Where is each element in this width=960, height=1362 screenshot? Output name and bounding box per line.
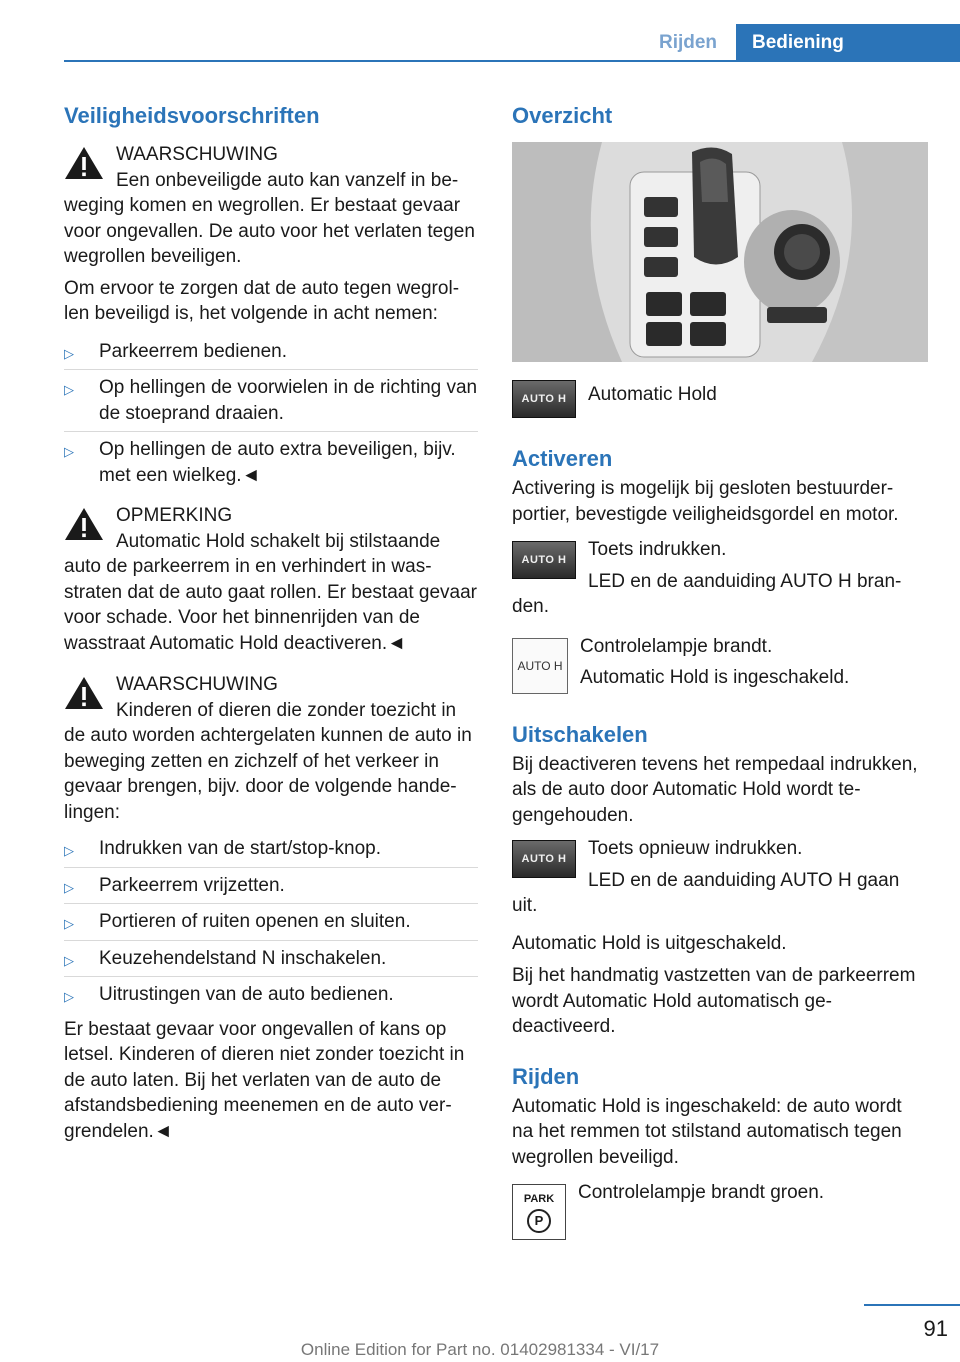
step-text: LED en de aanduiding AUTO H branden. bbox=[512, 570, 902, 617]
activeren-step bbox=[512, 537, 928, 620]
right-column bbox=[512, 100, 928, 1248]
warning-title: WAARSCHUWING bbox=[116, 144, 278, 165]
lamp-text: Automatic Hold is ingeschakeld. bbox=[580, 667, 850, 688]
tab-rijden[interactable]: Rijden bbox=[658, 32, 718, 53]
lamp-text: Controlelampje brandt. bbox=[580, 635, 773, 657]
bullet-triangle-icon: ▷ bbox=[64, 989, 74, 1004]
warning-icon bbox=[64, 146, 104, 180]
bullet-list-2 bbox=[64, 831, 478, 1013]
list-item: ▷ Op hellingen de voorwielen in de richting van de stoeprand draaien. bbox=[64, 370, 478, 432]
auto-h-button[interactable]: AUTO H bbox=[512, 541, 576, 579]
rijden-intro: Automatic Hold is ingeschakeld: de auto wordt na het remmen tot stilstand automatisch tegen wegrollen beveiligd. bbox=[512, 1095, 902, 1168]
warning-text: Een onbeveiligde auto kan vanzelf in beweging komen en wegrollen. Er bestaat gevaar voor ongevallen. De auto voor het verlaten tegen wegrollen beveiligen. bbox=[64, 169, 475, 267]
list-item: ▷ Portieren of ruiten openen en sluiten. bbox=[64, 904, 478, 941]
list-item: ▷ Keuzehendelstand N inschakelen. bbox=[64, 941, 478, 978]
uitschakelen-text: Bij het handmatig vastzetten van de parkeerrem wordt Automatic Hold automatisch gedeactiveerd. bbox=[512, 965, 916, 1037]
page-number: 91 bbox=[923, 1316, 948, 1341]
list-item: ▷ Op hellingen de auto extra beveiligen, bijv. met een wielkeg.◄ bbox=[64, 439, 456, 486]
left-column bbox=[64, 100, 478, 1151]
warning-title: WAARSCHUWING bbox=[116, 674, 278, 695]
heading-uitschakelen: Uitschakelen bbox=[512, 721, 648, 747]
uitschakelen-text: Automatic Hold is uitgeschakeld. bbox=[512, 932, 787, 954]
heading-rijden: Rijden bbox=[512, 1063, 580, 1089]
bullet-triangle-icon: ▷ bbox=[64, 345, 74, 361]
list-item: ▷ Indrukken van de start/stop-knop. bbox=[64, 831, 478, 868]
closing-text: Er bestaat gevaar voor ongevallen of kans op letsel. Kinderen of dieren niet zonder toezicht in de auto laten. Bij het verlaten van de auto de afstandsbediening meenemen en de auto vergrendelen.◄ bbox=[64, 1018, 465, 1142]
tab-bediening[interactable]: Bediening bbox=[736, 24, 960, 62]
auto-h-button[interactable]: AUTO H bbox=[512, 380, 576, 418]
warning-block-1 bbox=[64, 142, 478, 270]
warning-block-2 bbox=[64, 672, 478, 825]
list-item: ▷ Parkeerrem bedienen. bbox=[64, 334, 478, 371]
heading-veiligheidsvoorschriften: Veiligheidsvoorschriften bbox=[64, 103, 320, 128]
list-item: ▷ Uitrustingen van de auto bedienen. bbox=[64, 977, 478, 1013]
list-item: ▷ Parkeerrem vrijzetten. bbox=[64, 868, 478, 905]
uitschakelen-intro: Bij deactiveren tevens het rempedaal indrukken, als de auto door Automatic Hold wordt tegengehouden. bbox=[512, 753, 918, 826]
rijden-lamp bbox=[512, 1180, 928, 1244]
center-console-photo bbox=[512, 142, 928, 362]
step-text: Toets indrukken. bbox=[588, 539, 727, 560]
bullet-triangle-icon: ▷ bbox=[64, 444, 74, 459]
bullet-triangle-icon: ▷ bbox=[64, 952, 74, 968]
intro-text: Om ervoor te zorgen dat de auto tegen wegrollen beveiligd is, het volgende in acht nemen: bbox=[64, 277, 460, 324]
overview-row bbox=[512, 376, 928, 422]
note-title: OPMERKING bbox=[116, 505, 233, 526]
warning-text: Kinderen of dieren die zonder toezicht in de auto worden achtergelaten kunnen de auto in beweging zetten en zichzelf of het verkeer in gevaar brengen, bijv. door de volgende handelingen: bbox=[64, 699, 472, 823]
bullet-triangle-icon: ▷ bbox=[64, 879, 74, 895]
auto-h-indicator-icon: AUTO H bbox=[512, 638, 568, 694]
bullet-triangle-icon: ▷ bbox=[64, 916, 74, 931]
note-text: Automatic Hold schakelt bij stilstaande auto de parkeerrem in en verhindert in wasstraten dat de auto gaat rollen. Er bestaat gevaar voor schade. Voor het binnenrijden van de wasstraat Automatic Hold deactiveren.◄ bbox=[64, 530, 477, 654]
uitschakelen-step bbox=[512, 836, 928, 919]
activeren-lamp bbox=[512, 634, 928, 698]
heading-activeren: Activeren bbox=[512, 446, 613, 471]
bullet-list-1 bbox=[64, 334, 478, 494]
bullet-triangle-icon: ▷ bbox=[64, 843, 74, 858]
bullet-triangle-icon: ▷ bbox=[64, 382, 74, 397]
edition-footer: Online Edition for Part no. 01402981334 - VI/17 bbox=[300, 1340, 660, 1359]
warning-icon bbox=[64, 676, 104, 710]
warning-icon bbox=[64, 507, 104, 541]
park-indicator-icon: PARK P bbox=[512, 1184, 566, 1240]
overview-label: Automatic Hold bbox=[588, 384, 717, 405]
step-text: LED en de aanduiding AUTO H gaan uit. bbox=[512, 869, 900, 916]
footer-rule bbox=[864, 1304, 960, 1306]
activeren-intro: Activering is mogelijk bij gesloten bestuurderportier, bevestigde veiligheidsgordel en motor. bbox=[512, 478, 899, 525]
step-text: Toets opnieuw indrukken. bbox=[588, 838, 803, 859]
note-block bbox=[64, 503, 478, 656]
heading-overzicht: Overzicht bbox=[512, 103, 613, 128]
auto-h-button[interactable]: AUTO H bbox=[512, 840, 576, 878]
lamp-text: Controlelampje brandt groen. bbox=[578, 1182, 825, 1203]
